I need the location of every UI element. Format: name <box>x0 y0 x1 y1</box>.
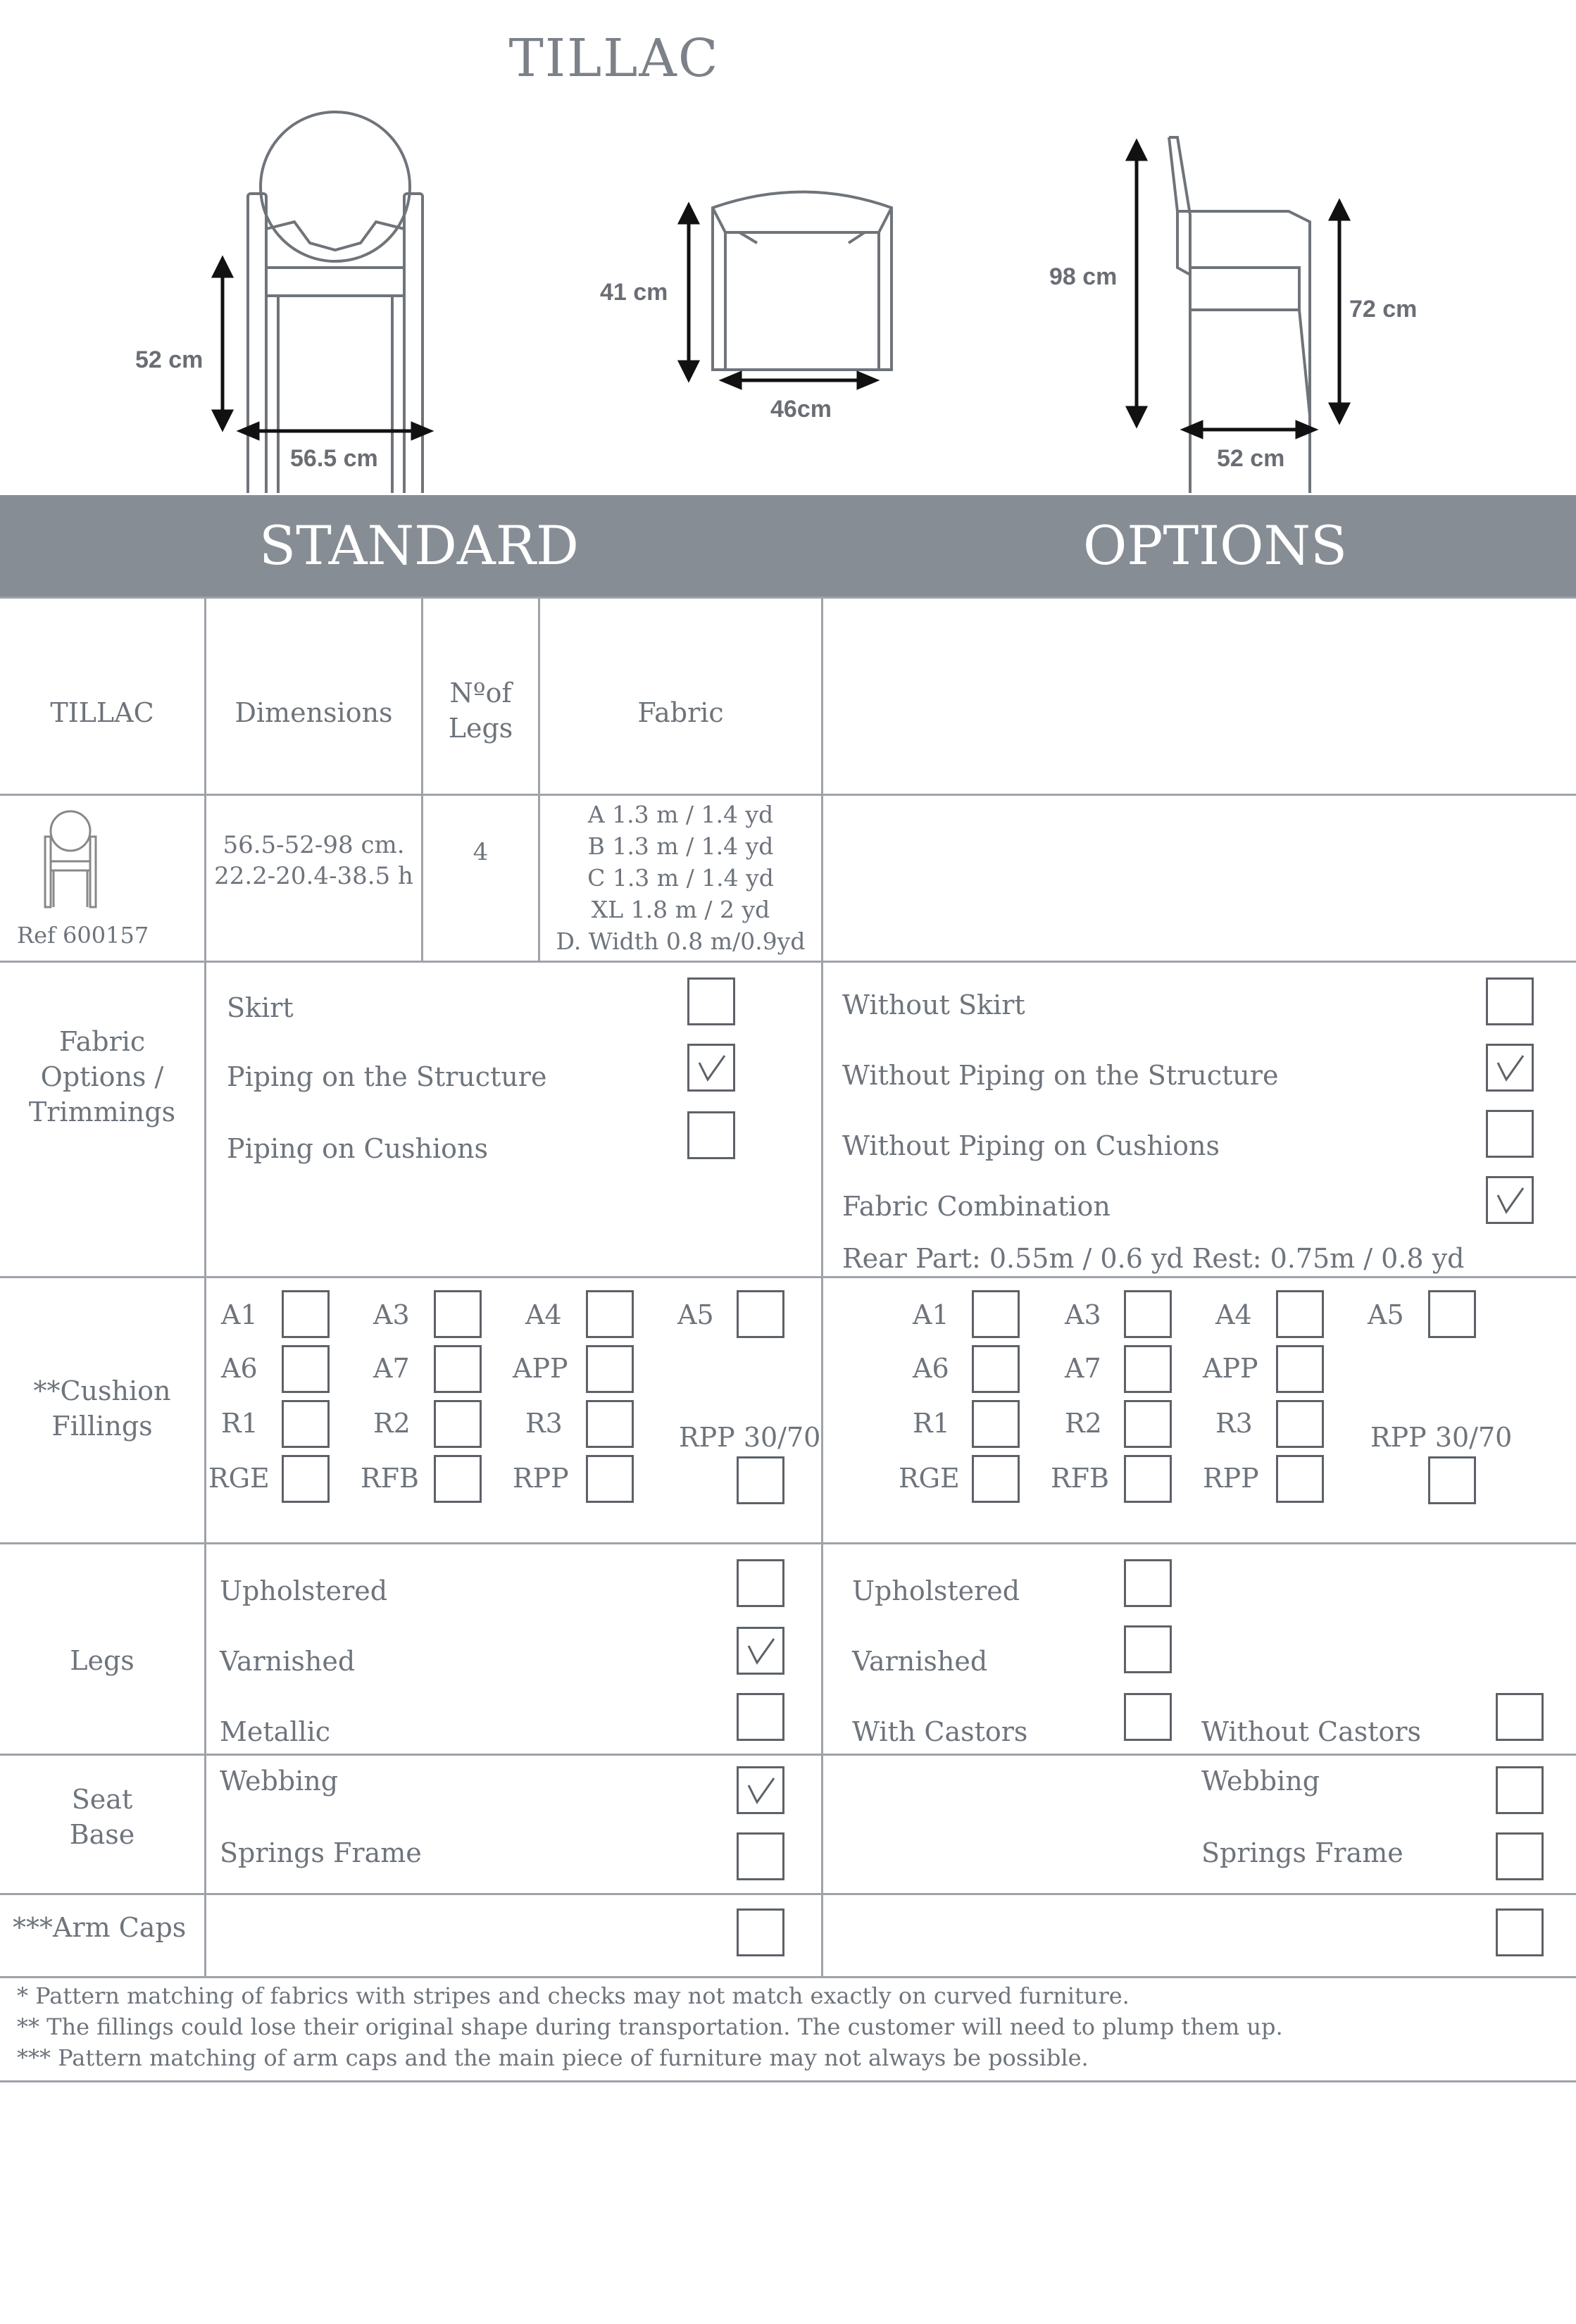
label-line: Fabric <box>58 1026 146 1057</box>
opt-legs-with-castors-label: With Castors <box>852 1716 1028 1747</box>
opt-legs-upholstered-checkbox[interactable] <box>1124 1559 1172 1607</box>
opt-cushion-a1-checkbox[interactable] <box>972 1290 1020 1338</box>
label-line: **Cushion <box>33 1375 171 1406</box>
opt-cushion-rfb-checkbox[interactable] <box>1124 1455 1172 1503</box>
opt-cushion-a6-checkbox[interactable] <box>972 1345 1020 1393</box>
footnote-3: *** Pattern matching of arm caps and the main piece of furniture may not always be possible. <box>17 2044 1089 2071</box>
header-name: TILLAC <box>50 697 154 728</box>
std-cushion-app-label: APP <box>513 1353 568 1384</box>
cushion-label <box>0 1373 204 1444</box>
std-legs-metallic-checkbox[interactable] <box>737 1693 784 1741</box>
product-dim-in: 22.2-20.4-38.5 h <box>214 862 413 890</box>
std-cushion-rpp3070-checkbox[interactable] <box>737 1456 784 1504</box>
label-line: Trimmings <box>28 1097 176 1127</box>
checkmark-icon <box>695 1051 729 1085</box>
std-cushion-a6-label: A6 <box>221 1353 258 1384</box>
opt-legs-with-castors-checkbox[interactable] <box>1124 1693 1172 1741</box>
standard-heading: STANDARD <box>259 514 579 577</box>
top-width-label: 46cm <box>770 396 832 423</box>
page-title: TILLAC <box>508 28 720 89</box>
opt-legs-upholstered-label: Upholstered <box>852 1575 1020 1606</box>
seat-base-label <box>0 1782 204 1852</box>
options-heading: OPTIONS <box>1083 514 1348 577</box>
side-total-height-label: 98 cm <box>1049 263 1118 290</box>
header-fabric: Fabric <box>637 697 724 728</box>
std-legs-varnished-checkbox[interactable] <box>737 1627 784 1675</box>
checkmark-icon <box>1494 1051 1527 1085</box>
arm-caps-label: ***Arm Caps <box>13 1912 187 1943</box>
opt-seat-springs-checkbox[interactable] <box>1496 1832 1544 1880</box>
std-legs-varnished-label: Varnished <box>220 1646 356 1677</box>
opt-legs-without-castors-checkbox[interactable] <box>1496 1693 1544 1741</box>
std-cushion-rpp-checkbox[interactable] <box>586 1455 634 1503</box>
chair-drawings <box>0 99 1576 493</box>
footnote-2: ** The fillings could lose their original shape during transportation. The customer will need to plump them up. <box>17 2013 1283 2040</box>
fabric-line: D. Width 0.8 m/0.9yd <box>556 927 806 955</box>
label-line: Fillings <box>51 1411 153 1442</box>
std-cushion-a6-checkbox[interactable] <box>282 1345 330 1393</box>
std-piping-cushions-label: Piping on Cushions <box>227 1133 489 1164</box>
opt-legs-varnished-label: Varnished <box>852 1646 988 1677</box>
std-cushion-rpp3070-label: RPP 30/70 <box>679 1422 821 1453</box>
std-seat-springs-checkbox[interactable] <box>737 1832 784 1880</box>
opt-seat-webbing-checkbox[interactable] <box>1496 1766 1544 1814</box>
opt-without-piping-cushions-label: Without Piping on Cushions <box>842 1130 1220 1161</box>
opt-cushion-a6-label: A6 <box>913 1353 949 1384</box>
checkmark-icon <box>744 1774 778 1808</box>
opt-cushion-rpp-checkbox[interactable] <box>1276 1455 1324 1503</box>
legs-label: Legs <box>70 1645 135 1676</box>
std-cushion-r1-checkbox[interactable] <box>282 1400 330 1448</box>
std-seat-webbing-checkbox[interactable] <box>737 1766 784 1814</box>
opt-cushion-a4-checkbox[interactable] <box>1276 1290 1324 1338</box>
opt-cushion-app-label: APP <box>1203 1353 1258 1384</box>
std-cushion-r1-label: R1 <box>221 1408 258 1439</box>
opt-without-piping-structure-checkbox[interactable] <box>1486 1044 1534 1092</box>
std-seat-webbing-label: Webbing <box>220 1766 339 1797</box>
std-cushion-r3-label: R3 <box>525 1408 563 1439</box>
std-cushion-a3-checkbox[interactable] <box>434 1290 482 1338</box>
std-cushion-a5-label: A5 <box>677 1299 714 1330</box>
std-cushion-a7-checkbox[interactable] <box>434 1345 482 1393</box>
product-ref: Ref 600157 <box>17 922 149 949</box>
opt-cushion-rpp-label: RPP <box>1203 1463 1259 1494</box>
std-cushion-app-checkbox[interactable] <box>586 1345 634 1393</box>
opt-cushion-rge-label: RGE <box>899 1463 960 1494</box>
std-cushion-rge-label: RGE <box>208 1463 270 1494</box>
std-piping-structure-label: Piping on the Structure <box>227 1061 547 1092</box>
opt-cushion-rge-checkbox[interactable] <box>972 1455 1020 1503</box>
std-skirt-checkbox[interactable] <box>687 977 735 1025</box>
header-legs-line1: Nºof <box>449 677 512 708</box>
label-line: Seat <box>71 1784 133 1815</box>
fabric-line: C 1.3 m / 1.4 yd <box>587 864 774 892</box>
std-cushion-rfb-checkbox[interactable] <box>434 1455 482 1503</box>
checkmark-icon <box>1494 1184 1527 1218</box>
fabric-line: A 1.3 m / 1.4 yd <box>587 801 774 828</box>
opt-cushion-a3-label: A3 <box>1065 1299 1101 1330</box>
opt-cushion-a7-label: A7 <box>1065 1353 1101 1384</box>
std-cushion-a7-label: A7 <box>373 1353 410 1384</box>
opt-cushion-a5-label: A5 <box>1368 1299 1404 1330</box>
opt-cushion-r2-checkbox[interactable] <box>1124 1400 1172 1448</box>
opt-cushion-a7-checkbox[interactable] <box>1124 1345 1172 1393</box>
std-cushion-a4-label: A4 <box>525 1299 562 1330</box>
fabric-line: XL 1.8 m / 2 yd <box>591 896 770 923</box>
opt-cushion-r3-label: R3 <box>1215 1408 1253 1439</box>
std-cushion-a4-checkbox[interactable] <box>586 1290 634 1338</box>
label-line: Options / <box>40 1061 164 1092</box>
std-cushion-r2-label: R2 <box>373 1408 411 1439</box>
std-cushion-rfb-label: RFB <box>361 1463 419 1494</box>
opt-cushion-rfb-label: RFB <box>1051 1463 1109 1494</box>
std-cushion-a3-label: A3 <box>373 1299 410 1330</box>
product-fabric <box>540 799 821 957</box>
section-banner <box>0 495 1576 596</box>
std-seat-springs-label: Springs Frame <box>220 1837 422 1868</box>
std-cushion-rge-checkbox[interactable] <box>282 1455 330 1503</box>
top-height-label: 41 cm <box>600 279 668 306</box>
fabric-line: B 1.3 m / 1.4 yd <box>587 832 774 860</box>
std-cushion-a1-label: A1 <box>221 1299 258 1330</box>
fabric-options-label <box>0 1024 204 1130</box>
std-arm-caps-checkbox[interactable] <box>737 1908 784 1956</box>
opt-seat-webbing-label: Webbing <box>1201 1766 1320 1797</box>
product-dim-cm: 56.5-52-98 cm. <box>223 831 405 859</box>
chair-thumbnail <box>37 808 104 913</box>
opt-arm-caps-checkbox[interactable] <box>1496 1908 1544 1956</box>
opt-cushion-a4-label: A4 <box>1215 1299 1252 1330</box>
side-arm-height-label: 72 cm <box>1349 296 1418 323</box>
std-piping-cushions-checkbox[interactable] <box>687 1111 735 1159</box>
checkmark-icon <box>744 1635 778 1668</box>
opt-cushion-r1-label: R1 <box>913 1408 950 1439</box>
side-depth-label: 52 cm <box>1217 445 1285 472</box>
opt-legs-without-castors-label: Without Castors <box>1201 1716 1422 1747</box>
std-legs-metallic-label: Metallic <box>220 1716 331 1747</box>
std-skirt-label: Skirt <box>227 992 294 1023</box>
opt-without-piping-cushions-checkbox[interactable] <box>1486 1110 1534 1158</box>
std-piping-structure-checkbox[interactable] <box>687 1044 735 1092</box>
front-height-label: 52 cm <box>135 346 204 373</box>
opt-seat-springs-label: Springs Frame <box>1201 1837 1403 1868</box>
label-line: Base <box>69 1819 135 1850</box>
header-dimensions: Dimensions <box>234 697 393 728</box>
opt-cushion-r1-checkbox[interactable] <box>972 1400 1020 1448</box>
header-legs-line2: Legs <box>448 713 513 744</box>
opt-cushion-a1-label: A1 <box>913 1299 949 1330</box>
product-legs: 4 <box>473 838 489 866</box>
std-cushion-r2-checkbox[interactable] <box>434 1400 482 1448</box>
fabric-combination-note: Rear Part: 0.55m / 0.6 yd Rest: 0.75m / 0.8 yd <box>842 1243 1465 1274</box>
opt-cushion-a3-checkbox[interactable] <box>1124 1290 1172 1338</box>
opt-cushion-rpp3070-checkbox[interactable] <box>1428 1456 1476 1504</box>
std-cushion-rpp-label: RPP <box>513 1463 569 1494</box>
opt-without-piping-structure-label: Without Piping on the Structure <box>842 1060 1279 1091</box>
opt-legs-varnished-checkbox[interactable] <box>1124 1625 1172 1673</box>
std-cushion-r3-checkbox[interactable] <box>586 1400 634 1448</box>
opt-without-skirt-label: Without Skirt <box>842 989 1025 1020</box>
front-width-label: 56.5 cm <box>290 445 378 472</box>
opt-cushion-r3-checkbox[interactable] <box>1276 1400 1324 1448</box>
opt-cushion-rpp3070-label: RPP 30/70 <box>1370 1422 1513 1453</box>
opt-cushion-r2-label: R2 <box>1065 1408 1102 1439</box>
opt-cushion-a5-checkbox[interactable] <box>1428 1290 1476 1338</box>
opt-fabric-combination-checkbox[interactable] <box>1486 1176 1534 1224</box>
footnote-1: * Pattern matching of fabrics with stripes and checks may not match exactly on curved furniture. <box>17 1982 1130 2009</box>
opt-without-skirt-checkbox[interactable] <box>1486 977 1534 1025</box>
opt-fabric-combination-label: Fabric Combination <box>842 1191 1111 1222</box>
std-cushion-a5-checkbox[interactable] <box>737 1290 784 1338</box>
opt-cushion-app-checkbox[interactable] <box>1276 1345 1324 1393</box>
std-cushion-a1-checkbox[interactable] <box>282 1290 330 1338</box>
std-legs-upholstered-label: Upholstered <box>220 1575 388 1606</box>
std-legs-upholstered-checkbox[interactable] <box>737 1559 784 1607</box>
